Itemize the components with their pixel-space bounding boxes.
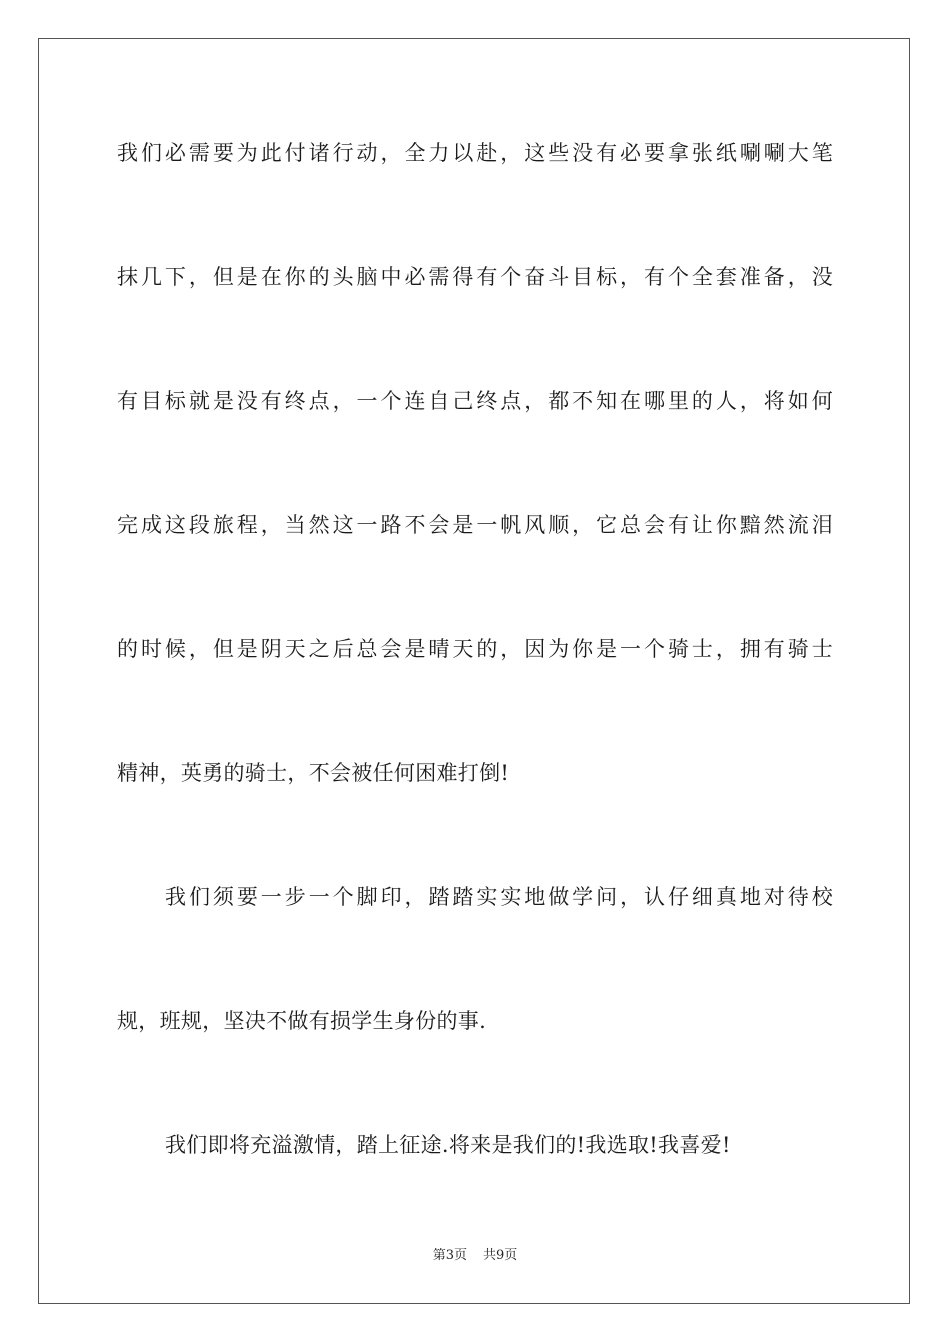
paragraph-line: 我们即将充溢激情，踏上征途.将来是我们的!我选取!我喜爱! xyxy=(165,1133,731,1157)
paragraph-line: 规，班规，坚决不做有损学生身份的事. xyxy=(117,1009,487,1033)
paragraph-line: 精神，英勇的骑士，不会被任何困难打倒! xyxy=(117,761,510,785)
paragraph-line: 完成这段旅程，当然这一路不会是一帆风顺，它总会有让你黯然流泪 xyxy=(117,513,833,537)
page-total: 共9页 xyxy=(483,1248,518,1263)
paragraph-line: 我们须要一步一个脚印，踏踏实实地做学问，认仔细真地对待校 xyxy=(165,885,833,909)
paragraph-line: 的时候，但是阴天之后总会是晴天的，因为你是一个骑士，拥有骑士 xyxy=(117,637,833,661)
page-footer xyxy=(0,1247,950,1265)
paragraph-line: 我们必需要为此付诸行动，全力以赴，这些没有必要拿张纸唰唰大笔 xyxy=(117,141,833,165)
paragraph-line: 有目标就是没有终点，一个连自己终点，都不知在哪里的人，将如何 xyxy=(117,389,833,413)
paragraph-line: 抹几下，但是在你的头脑中必需得有个奋斗目标，有个全套准备，没 xyxy=(117,265,833,289)
page-number: 第3页 xyxy=(432,1248,467,1263)
page-border xyxy=(38,38,910,1304)
